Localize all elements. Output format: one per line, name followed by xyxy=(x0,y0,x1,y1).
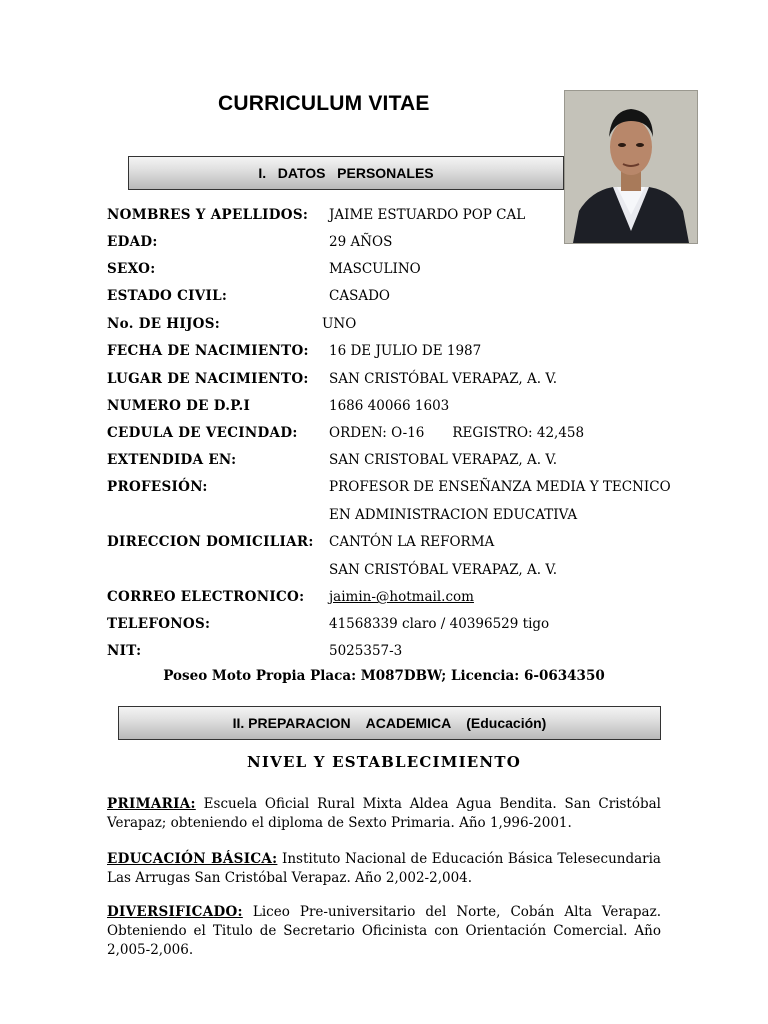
field-value: JAIME ESTUARDO POP CAL xyxy=(329,207,526,223)
field-value xyxy=(329,423,584,443)
field-value: SAN CRISTOBAL VERAPAZ, A. V. xyxy=(329,452,558,468)
field-value: 41568339 claro / 40396529 tigo xyxy=(329,616,550,632)
field-label: PROFESIÓN: xyxy=(107,479,208,495)
education-description: Liceo Pre-universitario del Norte, Cobán Alta Verapaz. Obteniendo el Titulo de Secretario Oficinista con Orientación Comercial. Año 2,005-2,006. xyxy=(107,904,661,958)
field-label: NOMBRES Y APELLIDOS: xyxy=(107,207,309,223)
field-label: FECHA DE NACIMIENTO: xyxy=(107,343,309,359)
education-primary xyxy=(107,795,661,833)
field-label: ESTADO CIVIL: xyxy=(107,288,228,304)
education-basic xyxy=(107,850,661,888)
education-level-label: PRIMARIA: xyxy=(107,796,196,812)
field-label: EXTENDIDA EN: xyxy=(107,452,237,468)
education-diversified xyxy=(107,903,661,960)
education-description: Escuela Oficial Rural Mixta Aldea Agua Bendita. San Cristóbal Verapaz; obteniendo el diploma de Sexto Primaria. Año 1,996-2001. xyxy=(107,796,661,831)
field-label: No. DE HIJOS: xyxy=(107,316,221,332)
field-value: CANTÓN LA REFORMA xyxy=(329,534,495,550)
section-header-personal-data: I. DATOS PERSONALES xyxy=(128,156,564,190)
field-value: CASADO xyxy=(329,288,390,304)
field-label: TELEFONOS: xyxy=(107,616,211,632)
field-label: LUGAR DE NACIMIENTO: xyxy=(107,371,309,387)
field-value: SAN CRISTÓBAL VERAPAZ, A. V. xyxy=(329,562,558,578)
field-label: DIRECCION DOMICILIAR: xyxy=(107,534,314,550)
field-value: MASCULINO xyxy=(329,261,421,277)
field-value: 5025357-3 xyxy=(329,643,403,659)
field-label: SEXO: xyxy=(107,261,156,277)
field-label: NIT: xyxy=(107,643,142,659)
field-label: CEDULA DE VECINDAD: xyxy=(107,425,298,441)
profile-photo xyxy=(564,90,698,244)
cedula-order: ORDEN: O-16 xyxy=(329,425,425,441)
field-value: 29 AÑOS xyxy=(329,234,393,250)
field-value: 1686 40066 1603 xyxy=(329,398,450,414)
field-label: EDAD: xyxy=(107,234,158,250)
education-level-label: EDUCACIÓN BÁSICA: xyxy=(107,851,278,867)
field-value: UNO xyxy=(322,316,357,332)
education-subheading: NIVEL Y ESTABLECIMIENTO xyxy=(247,753,521,771)
vehicle-license-note: Poseo Moto Propia Placa: M087DBW; Licencia: 6-0634350 xyxy=(163,668,605,684)
field-label: NUMERO DE D.P.I xyxy=(107,398,251,414)
field-value: EN ADMINISTRACION EDUCATIVA xyxy=(329,507,578,523)
cedula-registry: REGISTRO: 42,458 xyxy=(452,425,585,441)
education-description: Instituto Nacional de Educación Básica Telesecundaria Las Arrugas San Cristóbal Verapaz. Año 2,002-2,004. xyxy=(107,851,661,886)
email-link[interactable]: jaimin-@hotmail.com xyxy=(329,589,474,605)
field-value: PROFESOR DE ENSEÑANZA MEDIA Y TECNICO xyxy=(329,479,671,495)
page-title: CURRICULUM VITAE xyxy=(218,92,430,115)
field-value: 16 DE JULIO DE 1987 xyxy=(329,343,482,359)
section-header-education: II. PREPARACION ACADEMICA (Educación) xyxy=(118,706,661,740)
field-value: SAN CRISTÓBAL VERAPAZ, A. V. xyxy=(329,371,558,387)
field-label: CORREO ELECTRONICO: xyxy=(107,589,305,605)
education-level-label: DIVERSIFICADO: xyxy=(107,904,243,920)
